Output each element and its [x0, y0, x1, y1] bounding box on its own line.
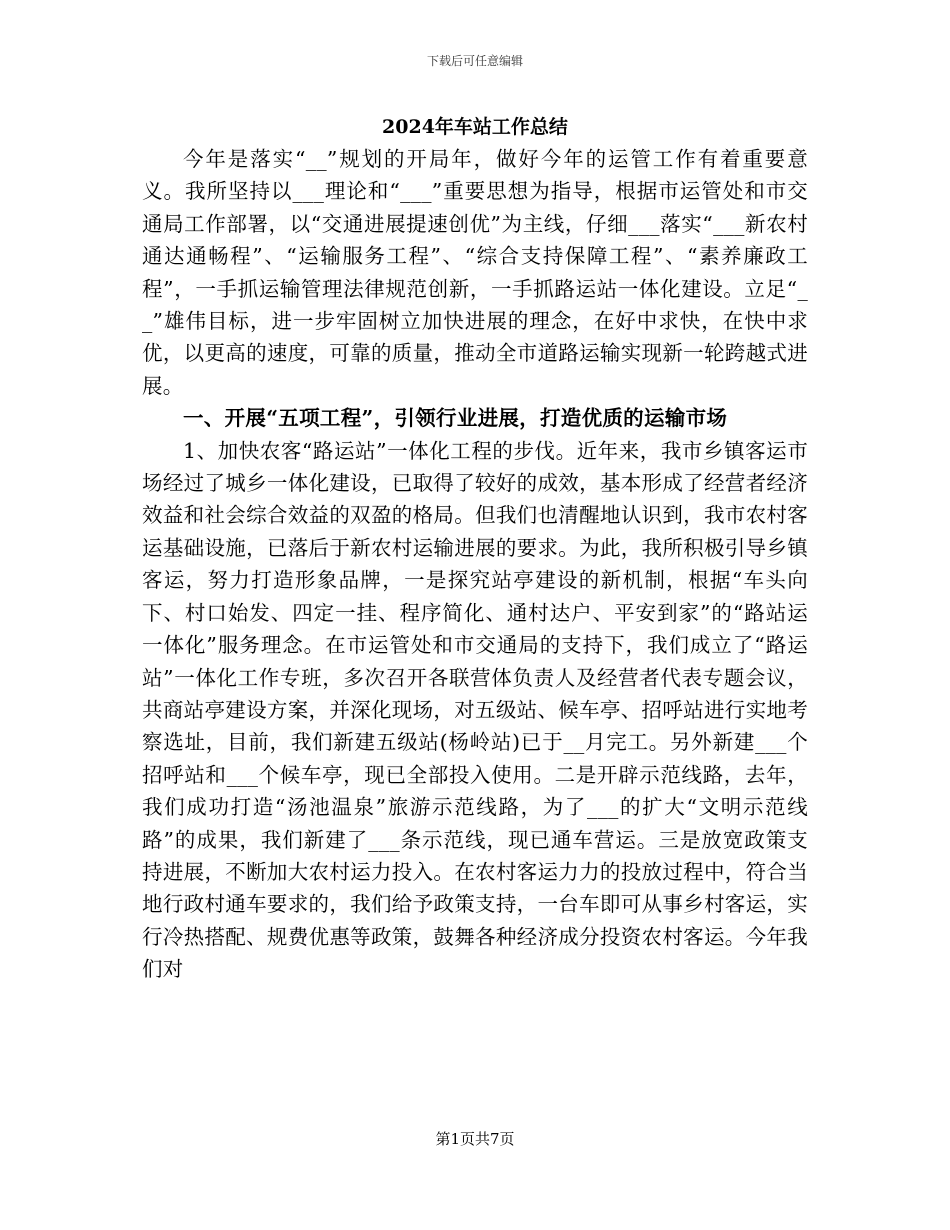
- document-title: 2024年车站工作总结: [382, 116, 568, 138]
- page-header-note: 下载后可任意编辑: [426, 54, 523, 68]
- page-number: 第1页共7页: [435, 1130, 515, 1148]
- section-heading: 一、开展“五项工程”，引领行业进展，打造优质的运输市场: [183, 406, 728, 431]
- intro-paragraph: 今年是落实“__”规划的开局年，做好今年的运管工作有着重要意义。我所坚持以___理论和“___”重要思想为指导，根据市运管处和市交通局工作部署，以“交通进展提速创优”为主线，仔细___落实“___新农村通达通畅程”、“运输服务工程”、“综合支持保障工程”、“素养廉政工程”，一手抓运输管理法律规范创新，一手抓路运站一体化建设。立足“__”雄伟目标，进一步牢固树立加快进展的理念，在好中求快，在快中求优，以更高的速度，可靠的质量，推动全市道路运输实现新一轮跨越式进展。: [142, 147, 808, 398]
- document-body: [142, 112, 808, 986]
- section-paragraph: 1、加快农客“路运站”一体化工程的步伐。近年来，我市乡镇客运市场经过了城乡一体化建设，已取得了较好的成效，基本形成了经营者经济效益和社会综合效益的双盈的格局。但我们也清醒地认识到，我市农村客运基础设施，已落后于新农村运输进展的要求。为此，我所积极引导乡镇客运，努力打造形象品牌，一是探究站亭建设的新机制，根据“车头向下、村口始发、四定一挂、程序简化、通村达户、平安到家”的“路站运一体化”服务理念。在市运管处和市交通局的支持下，我们成立了“路运站”一体化工作专班，多次召开各联营体负责人及经营者代表专题会议，共商站亭建设方案，并深化现场，对五级站、候车亭、招呼站进行实地考察选址，目前，我们新建五级站(杨岭站)已于__月完工。另外新建___个招呼站和___个候车亭，现已全部投入使用。二是开辟示范线路，去年，我们成功打造“汤池温泉”旅游示范线路，为了___的扩大“文明示范线路”的成果，我们新建了___条示范线，现已通车营运。三是放宽政策支持进展，不断加大农村运力投入。在农村客运力力的投放过程中，符合当地行政村通车要求的，我们给予政策支持，一台车即可从事乡村客运，实行冷热搭配、规费优惠等政策，鼓舞各种经济成分投资农村客运。今年我们对: [142, 438, 808, 982]
